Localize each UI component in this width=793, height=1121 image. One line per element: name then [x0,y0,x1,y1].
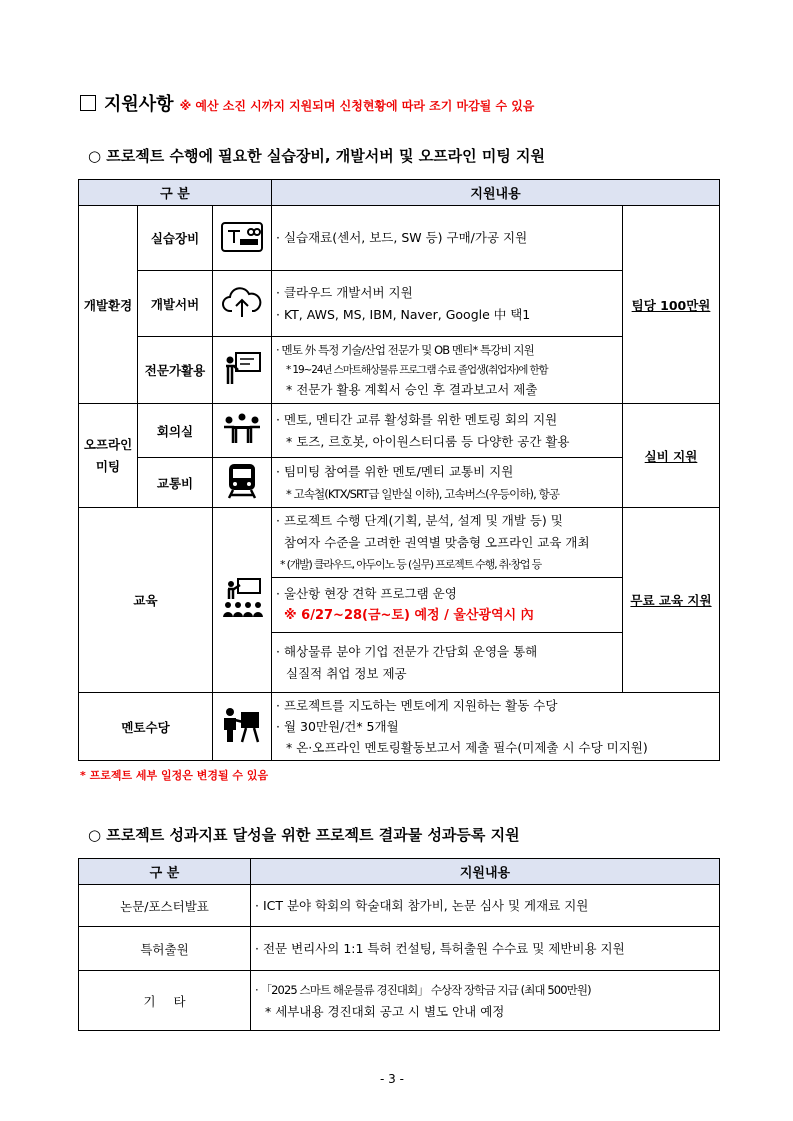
amount-edu: 무료 교육 지원 [623,508,720,693]
label-other: 기 타 [79,971,251,1031]
subsection2-title: ○ 프로젝트 성과지표 달성을 위한 프로젝트 결과물 성과등록 지원 [88,826,520,844]
section-title: 지원사항 ※ 예산 소진 시까지 지원되며 신청현황에 따라 조기 마감될 수 있음 [80,90,534,116]
schedule-note: * 프로젝트 세부 일정은 변경될 수 있음 [80,769,269,782]
content-server: · 클라우드 개발서버 지원 · KT, AWS, MS, IBM, Naver, Google 中 택1 [272,271,623,337]
group-mentor: 멘토수당 [79,693,213,761]
label-transport: 교통비 [138,458,213,508]
support-table-1 [78,179,720,761]
header-category: 구 분 [79,180,272,206]
cell-icon [213,271,272,337]
support-table-2 [78,858,720,1031]
cell-icon [213,206,272,271]
content-edu-2: · 울산항 현장 견학 프로그램 운영 ※ 6/27~28(금~토) 예정 / 울산광역시 內 [272,578,623,633]
content-transport: · 팀미팅 참여를 위한 멘토/멘티 교통비 지원 * 고속철(KTX/SRT급 일반실 이하), 고속버스(우등이하), 항공 [272,458,623,508]
cell-icon [213,693,272,761]
label-patent: 특허출원 [79,927,251,971]
mentor-teaching-icon [221,706,263,744]
cell-icon [213,508,272,693]
cell-icon [213,458,272,508]
budget-warning: ※ 예산 소진 시까지 지원되며 신청현황에 따라 조기 마감될 수 있음 [179,99,535,113]
cloud-upload-icon [222,285,262,319]
cell-icon [213,337,272,404]
amount-offline: 실비 지원 [623,404,720,508]
meeting-table-icon [221,411,263,447]
presenter-board-icon [222,350,262,388]
content-patent: · 전문 변리사의 1:1 특허 컨설팅, 특허출원 수수료 및 제반비용 지원 [251,927,720,971]
header-content: 지원내용 [251,859,720,885]
classroom-lecture-icon [220,577,264,621]
group-offline: 오프라인 미팅 [79,404,138,508]
label-expert: 전문가활용 [138,337,213,404]
group-dev: 개발환경 [79,206,138,404]
content-equipment: · 실습재료(센서, 보드, SW 등) 구매/가공 지원 [272,206,623,271]
content-other: · 「2025 스마트 해운물류 경진대회」 수상작 장학금 지급 (최대 500만원) * 세부내용 경진대회 공고 시 별도 안내 예정 [251,971,720,1031]
content-edu-1: · 프로젝트 수행 단계(기획, 분석, 설계 및 개발 등) 및 참여자 수준을 고려한 권역별 맞춤형 오프라인 교육 개최 * (개발) 클라우드, 아두이노 등 (실무) 프로젝트 수행, 취·창업 등 [272,508,623,578]
cell-icon [213,404,272,458]
label-meeting: 회의실 [138,404,213,458]
amount-dev: 팀당 100만원 [623,206,720,404]
content-mentor: · 프로젝트를 지도하는 멘토에게 지원하는 활동 수당 · 월 30만원/건* 5개월 * 온·오프라인 멘토링활동보고서 제출 필수(미제출 시 수당 미지원) [272,693,720,761]
page-number: - 3 - [380,1072,404,1086]
train-icon [223,462,261,500]
header-category: 구 분 [79,859,251,885]
circuit-board-icon [220,219,264,255]
label-server: 개발서버 [138,271,213,337]
content-paper: · ICT 분야 학회의 학술대회 참가비, 논문 심사 및 게재료 지원 [251,885,720,927]
header-content: 지원내용 [272,180,720,206]
subsection1-title: ○ 프로젝트 수행에 필요한 실습장비, 개발서버 및 오프라인 미팅 지원 [88,147,546,165]
checkbox-square-icon [80,95,96,111]
label-equipment: 실습장비 [138,206,213,271]
content-expert: · 멘토 外 특정 기술/산업 전문가 및 OB 멘티* 특강비 지원 * 19~24년 스마트해상물류 프로그램 수료 졸업생(취업자)에 한함 * 전문가 활용 계획서 승인 후 결과보고서 제출 [272,337,623,404]
edu-schedule-highlight: ※ 6/27~28(금~토) 예정 / 울산광역시 內 [284,608,534,623]
content-edu-3: · 해상물류 분야 기업 전문가 간담회 운영을 통해 실질적 취업 정보 제공 [272,633,623,693]
content-meeting: · 멘토, 멘티간 교류 활성화를 위한 멘토링 회의 지원 * 토즈, 르호봇, 아이원스터디룸 등 다양한 공간 활용 [272,404,623,458]
label-paper: 논문/포스터발표 [79,885,251,927]
group-edu: 교육 [79,508,213,693]
